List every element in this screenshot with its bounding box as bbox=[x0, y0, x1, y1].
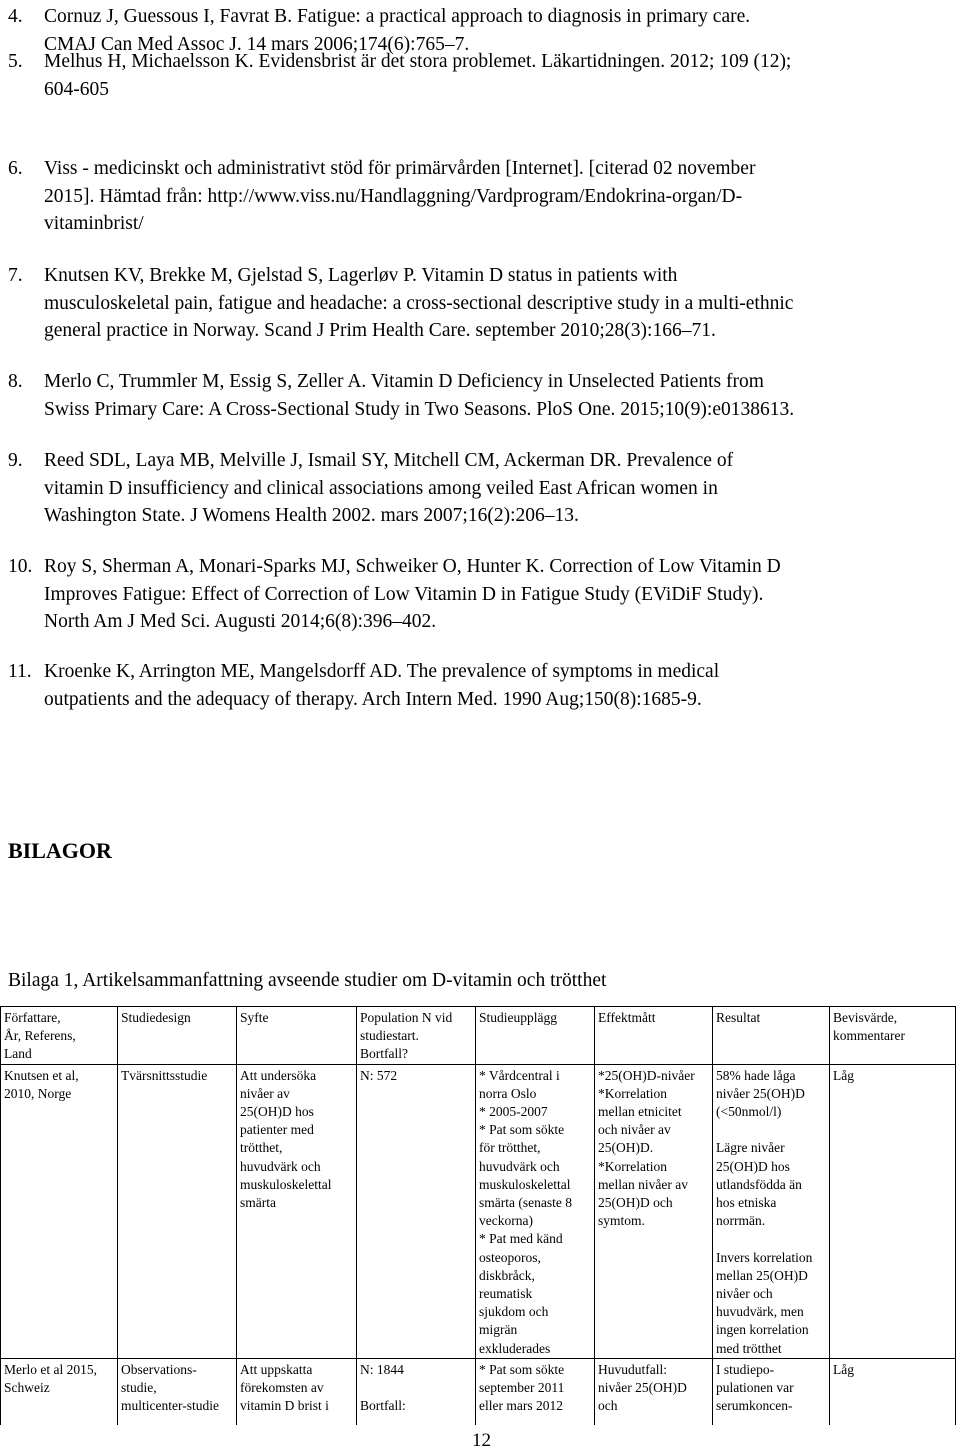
cell-text-line: Huvudutfall: bbox=[598, 1361, 667, 1377]
cell-text-line: Studiedesign bbox=[121, 1010, 191, 1025]
cell-text-line: *Korrelation bbox=[598, 1158, 667, 1174]
reference-text-line: North Am J Med Sci. Augusti 2014;6(8):396–402. bbox=[44, 611, 437, 632]
reference-text-line: Roy S, Sherman A, Monari-Sparks MJ, Schweiker O, Hunter K. Correction of Low Vitamin D bbox=[44, 556, 781, 577]
cell-text-line: multicenter-studie bbox=[121, 1398, 219, 1414]
cell-text-line: Låg bbox=[833, 1361, 854, 1377]
table-cell bbox=[713, 1064, 830, 1358]
cell-text-line: 25(OH)D hos bbox=[716, 1158, 790, 1174]
cell-text-line: * 2005-2007 bbox=[479, 1104, 548, 1120]
cell-text-line: trötthet, bbox=[240, 1140, 283, 1156]
table-cell bbox=[830, 1007, 956, 1065]
cell-text-line: * Pat med känd bbox=[479, 1231, 563, 1247]
table-cell bbox=[595, 1358, 713, 1425]
cell-text-line: 58% hade låga bbox=[716, 1067, 796, 1083]
table-caption: Bilaga 1, Artikelsammanfattning avseende studier om D-vitamin och trötthet bbox=[8, 970, 607, 991]
cell-text-line: studiestart. bbox=[360, 1028, 419, 1044]
cell-text-line: Bortfall? bbox=[360, 1046, 408, 1062]
cell-text-line: mellan 25(OH)D bbox=[716, 1267, 808, 1283]
cell-text-line: Studieupplägg bbox=[479, 1010, 557, 1025]
reference-number: 11. bbox=[8, 661, 32, 682]
page-number: 12 bbox=[472, 1430, 491, 1451]
table-cell bbox=[1, 1064, 118, 1358]
cell-text-line: Schweiz bbox=[4, 1380, 50, 1396]
cell-text-line: Syfte bbox=[240, 1010, 269, 1025]
reference-item bbox=[8, 368, 794, 423]
cell-text-line: muskuloskelettal bbox=[240, 1176, 332, 1192]
cell-text-line: vitamin D brist i bbox=[240, 1398, 329, 1414]
cell-text-line: veckorna) bbox=[479, 1213, 533, 1229]
cell-text-line: Tvärsnittsstudie bbox=[121, 1067, 208, 1083]
table-cell bbox=[713, 1358, 830, 1425]
cell-text-line: Att undersöka bbox=[240, 1067, 317, 1083]
cell-text-line: Effektmått bbox=[598, 1010, 656, 1025]
section-heading: BILAGOR bbox=[8, 838, 112, 863]
cell-text-line: (<50nmol/l) bbox=[716, 1104, 782, 1120]
table-cell bbox=[476, 1358, 595, 1425]
cell-text-line: sjukdom och bbox=[479, 1304, 549, 1320]
cell-text-line: nivåer 25(OH)D bbox=[598, 1380, 687, 1396]
cell-text-line: Population N vid bbox=[360, 1010, 453, 1025]
reference-text-line: Improves Fatigue: Effect of Correction of Low Vitamin D in Fatigue Study (EViDiF Study). bbox=[44, 583, 764, 605]
cell-text-line: utlandsfödda än bbox=[716, 1176, 802, 1192]
cell-text-line: muskuloskelettal bbox=[479, 1176, 571, 1192]
cell-text-line: 25(OH)D hos bbox=[240, 1104, 314, 1120]
cell-text-line: smärta bbox=[240, 1195, 276, 1211]
table-cell bbox=[118, 1007, 237, 1065]
cell-text-line: serumkoncen- bbox=[716, 1398, 793, 1414]
cell-text-line: Lägre nivåer bbox=[716, 1140, 785, 1156]
cell-text-line: Merlo et al 2015, bbox=[4, 1361, 97, 1377]
table-row bbox=[1, 1358, 956, 1425]
cell-text-line: *Korrelation bbox=[598, 1085, 667, 1101]
cell-text-line: Bevisvärde, bbox=[833, 1010, 898, 1025]
table-cell bbox=[1, 1358, 118, 1425]
cell-text-line: patienter med bbox=[240, 1122, 314, 1138]
reference-number: 7. bbox=[8, 265, 23, 286]
reference-text-line: CMAJ Can Med Assoc J. 14 mars 2006;174(6):765–7. bbox=[44, 33, 470, 55]
cell-text-line: N: 572 bbox=[360, 1067, 398, 1083]
table-cell bbox=[476, 1064, 595, 1358]
cell-text-line: mellan etnicitet bbox=[598, 1104, 682, 1120]
cell-text-line: nivåer av bbox=[240, 1085, 290, 1101]
cell-text-line: norra Oslo bbox=[479, 1085, 537, 1101]
cell-text-line: huvudvärk och bbox=[240, 1158, 321, 1174]
reference-text-line: Kroenke K, Arrington ME, Mangelsdorff AD. The prevalence of symptoms in medical bbox=[44, 661, 720, 682]
cell-text-line: eller mars 2012 bbox=[479, 1398, 563, 1414]
cell-text-line: exkluderades bbox=[479, 1340, 551, 1356]
cell-text-line: september 2011 bbox=[479, 1380, 565, 1396]
cell-text-line: *25(OH)D-nivåer bbox=[598, 1067, 695, 1083]
cell-text-line: Låg bbox=[833, 1067, 854, 1083]
cell-text-line: smärta (senaste 8 bbox=[479, 1195, 572, 1211]
cell-text-line: förekomsten av bbox=[240, 1380, 324, 1396]
cell-text-line: pulationen var bbox=[716, 1380, 794, 1396]
cell-text-line: Bortfall: bbox=[360, 1398, 406, 1414]
reference-text-line: vitaminbrist/ bbox=[44, 213, 144, 234]
reference-text-line: Washington State. J Womens Health 2002. mars 2007;16(2):206–13. bbox=[44, 505, 579, 526]
cell-text-line: Resultat bbox=[716, 1010, 761, 1025]
reference-item bbox=[8, 262, 793, 345]
table-cell bbox=[713, 1007, 830, 1065]
cell-text-line: osteoporos, bbox=[479, 1249, 541, 1265]
reference-text-line: Cornuz J, Guessous I, Favrat B. Fatigue: a practical approach to diagnosis in primary care. bbox=[44, 6, 751, 27]
reference-item bbox=[8, 447, 733, 530]
cell-text-line: och nivåer av bbox=[598, 1122, 671, 1138]
cell-text-line: huvudvärk och bbox=[479, 1158, 560, 1174]
reference-number: 9. bbox=[8, 450, 23, 471]
reference-text-line: Viss - medicinskt och administrativt stöd för primärvården [Internet]. [citerad 02 november bbox=[44, 158, 756, 179]
reference-text-line: outpatients and the adequacy of therapy. Arch Intern Med. 1990 Aug;150(8):1685-9. bbox=[44, 688, 702, 710]
reference-text-line: Reed SDL, Laya MB, Melville J, Ismail SY, Mitchell CM, Ackerman DR. Prevalence of bbox=[44, 450, 734, 471]
reference-number: 10. bbox=[8, 556, 33, 577]
reference-text-line: vitamin D insufficiency and clinical associations among veiled East African women in bbox=[44, 477, 718, 499]
cell-text-line: ingen korrelation bbox=[716, 1322, 809, 1338]
table-cell bbox=[830, 1064, 956, 1358]
reference-text-line: 2015]. Hämtad från: http://www.viss.nu/Handlaggning/Vardprogram/Endokrina-organ/D- bbox=[44, 185, 743, 207]
reference-text-line: Knutsen KV, Brekke M, Gjelstad S, Lagerløv P. Vitamin D status in patients with bbox=[44, 265, 678, 286]
cell-text-line: Invers korrelation bbox=[716, 1249, 813, 1265]
cell-spacer bbox=[716, 1121, 827, 1139]
cell-text-line: diskbråck, bbox=[479, 1267, 535, 1283]
cell-text-line: huvudvärk, men bbox=[716, 1304, 804, 1320]
cell-text-line: Observations- bbox=[121, 1361, 197, 1377]
cell-text-line: hos etniska bbox=[716, 1195, 777, 1211]
table-cell bbox=[595, 1007, 713, 1065]
cell-text-line: 25(OH)D och bbox=[598, 1195, 673, 1211]
cell-text-line: för trötthet, bbox=[479, 1140, 541, 1156]
reference-text-line: Merlo C, Trummler M, Essig S, Zeller A. Vitamin D Deficiency in Unselected Patients from bbox=[44, 371, 764, 392]
table-cell bbox=[357, 1064, 476, 1358]
cell-text-line: Författare, bbox=[4, 1010, 61, 1025]
cell-text-line: 2010, Norge bbox=[4, 1085, 72, 1101]
cell-text-line: norrmän. bbox=[716, 1213, 766, 1229]
cell-text-line: * Pat som sökte bbox=[479, 1361, 565, 1377]
article-summary-table bbox=[0, 1006, 956, 1425]
cell-text-line: N: 1844 bbox=[360, 1361, 404, 1377]
table-cell bbox=[357, 1358, 476, 1425]
cell-text-line: 25(OH)D. bbox=[598, 1140, 654, 1156]
reference-text-line: general practice in Norway. Scand J Prim Health Care. september 2010;28(3):166–71. bbox=[44, 320, 716, 341]
cell-text-line: År, Referens, bbox=[4, 1028, 76, 1044]
reference-text-line: Swiss Primary Care: A Cross-Sectional Study in Two Seasons. PloS One. 2015;10(9):e0138613. bbox=[44, 398, 795, 420]
reference-number: 8. bbox=[8, 371, 23, 392]
reference-number: 6. bbox=[8, 158, 23, 179]
cell-text-line: symtom. bbox=[598, 1213, 645, 1229]
table-cell bbox=[237, 1358, 357, 1425]
cell-text-line: * Pat som sökte bbox=[479, 1122, 565, 1138]
cell-text-line: nivåer och bbox=[716, 1286, 773, 1302]
reference-item bbox=[8, 155, 755, 238]
table-header-row bbox=[1, 1007, 956, 1065]
cell-text-line: kommentarer bbox=[833, 1028, 905, 1044]
cell-text-line: studie, bbox=[121, 1380, 157, 1396]
cell-text-line: med trötthet bbox=[716, 1340, 782, 1356]
table-cell bbox=[118, 1358, 237, 1425]
table-cell bbox=[237, 1007, 357, 1065]
reference-item bbox=[8, 48, 791, 103]
cell-text-line: Land bbox=[4, 1046, 32, 1062]
cell-spacer bbox=[716, 1230, 827, 1248]
reference-number: 4. bbox=[8, 6, 23, 27]
cell-text-line: och bbox=[598, 1398, 618, 1414]
table-cell bbox=[595, 1064, 713, 1358]
cell-text-line: I studiepo- bbox=[716, 1361, 775, 1377]
cell-text-line: migrän bbox=[479, 1322, 518, 1338]
cell-text-line: nivåer 25(OH)D bbox=[716, 1085, 805, 1101]
cell-text-line: Att uppskatta bbox=[240, 1361, 313, 1377]
reference-item bbox=[8, 553, 781, 636]
table-cell bbox=[237, 1064, 357, 1358]
cell-text-line: * Vårdcentral i bbox=[479, 1067, 560, 1083]
table-cell bbox=[357, 1007, 476, 1065]
reference-number: 5. bbox=[8, 51, 23, 72]
table-cell bbox=[118, 1064, 237, 1358]
reference-text-line: Melhus H, Michaelsson K. Evidensbrist är det stora problemet. Läkartidningen. 2012; 109 (12); bbox=[44, 51, 792, 72]
table-cell bbox=[476, 1007, 595, 1065]
reference-text-line: musculoskeletal pain, fatigue and headache: a cross-sectional descriptive study in a multi-ethnic bbox=[44, 292, 794, 314]
reference-item bbox=[8, 658, 719, 713]
cell-text-line: Knutsen et al, bbox=[4, 1067, 79, 1083]
table-cell bbox=[830, 1358, 956, 1425]
cell-text-line: reumatisk bbox=[479, 1286, 533, 1302]
table-row bbox=[1, 1064, 956, 1358]
reference-text-line: 604-605 bbox=[44, 78, 109, 100]
cell-text-line: mellan nivåer av bbox=[598, 1176, 688, 1192]
cell-spacer bbox=[360, 1379, 473, 1397]
table-cell bbox=[1, 1007, 118, 1065]
